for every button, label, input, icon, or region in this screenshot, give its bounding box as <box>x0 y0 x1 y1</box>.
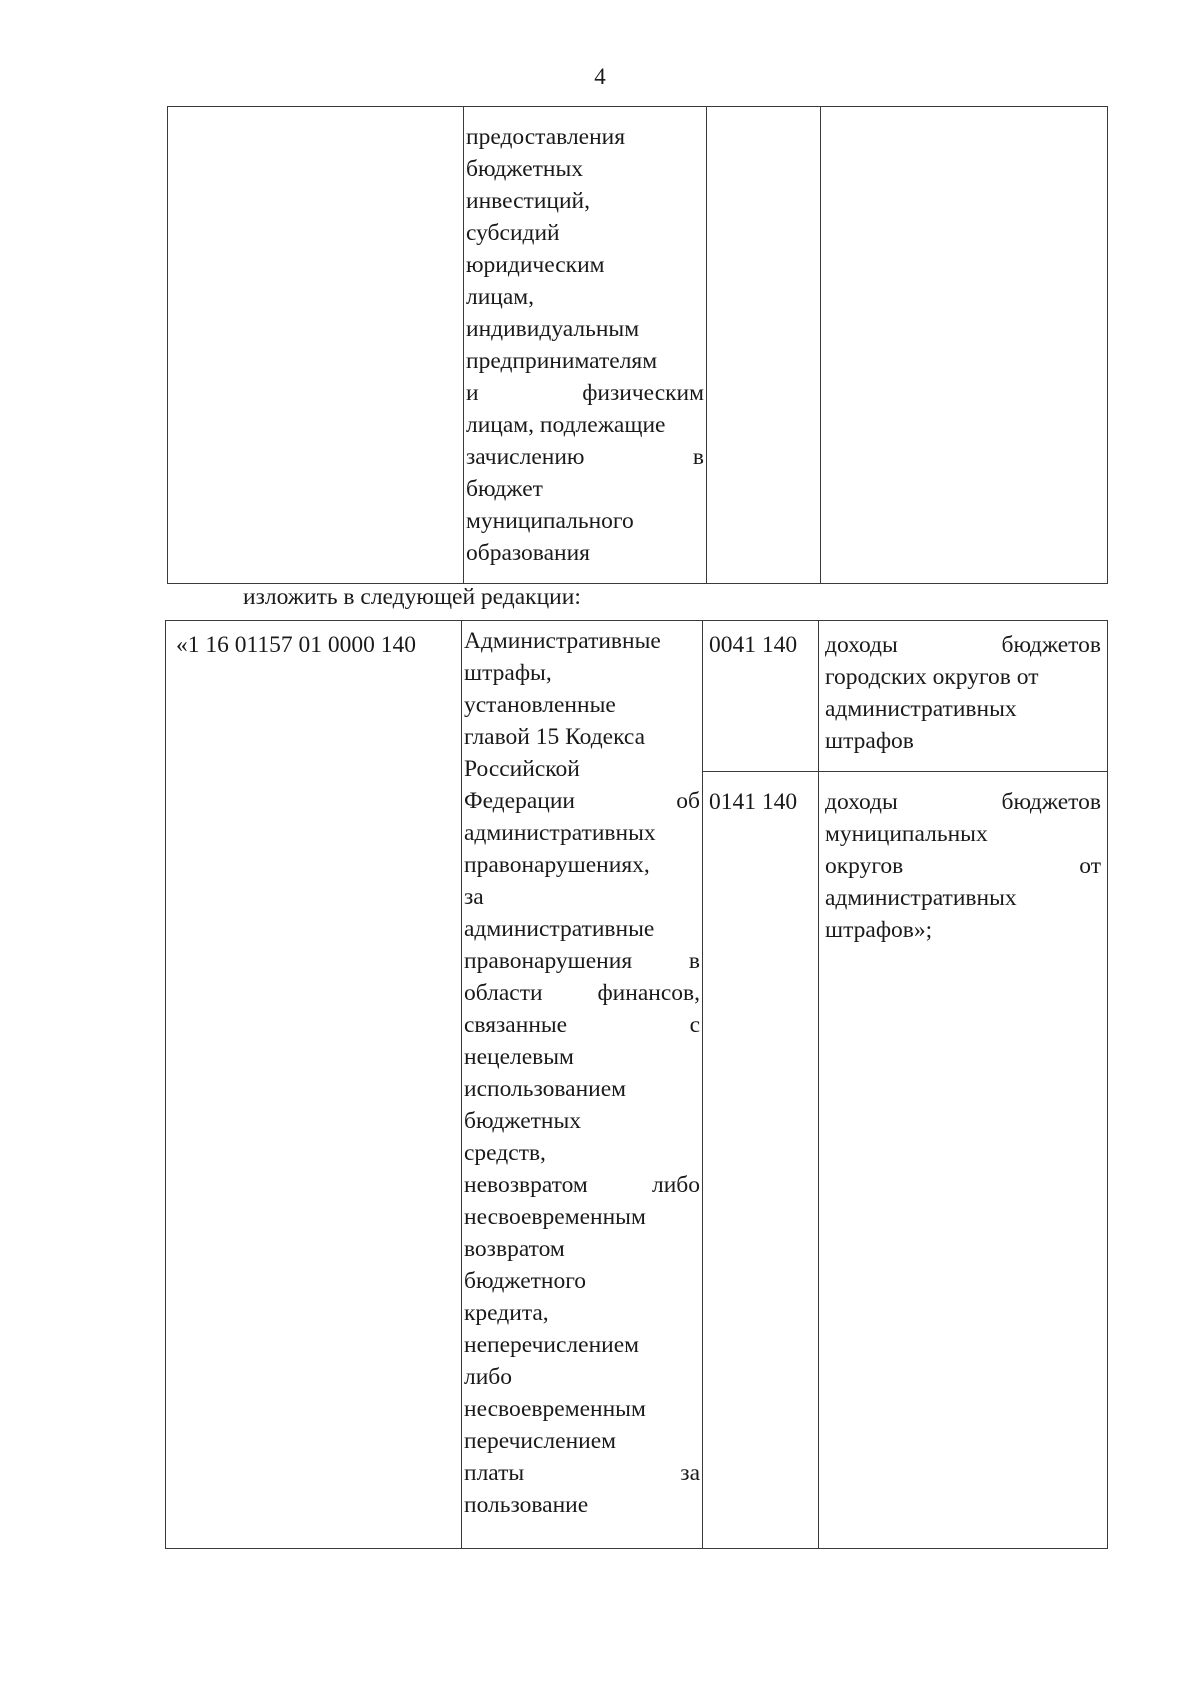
text-line: бюджетного <box>464 1268 587 1294</box>
subcode-cell <box>707 107 821 584</box>
word: бюджетов <box>1001 632 1101 658</box>
text-line: муниципального <box>466 508 634 534</box>
income-cell <box>819 772 1108 1549</box>
income-cell <box>821 107 1108 584</box>
text-line: либо <box>464 1364 513 1390</box>
text-line: субсидий <box>466 220 560 246</box>
budget-code: «1 16 01157 01 0000 140 <box>176 632 417 658</box>
word: невозвратом <box>464 1172 588 1198</box>
text-line <box>464 785 700 817</box>
text-line <box>464 1457 700 1489</box>
text-line: бюджетных <box>464 1108 582 1134</box>
code-cell <box>168 107 464 584</box>
text-line: Административные <box>464 628 661 654</box>
text-line: возвратом <box>464 1236 565 1262</box>
subcode: 0041 140 <box>709 632 798 658</box>
text-line <box>464 1009 700 1041</box>
text-line: за <box>464 884 484 910</box>
text-line <box>464 977 700 1009</box>
word: области <box>464 980 543 1006</box>
text-line <box>466 441 704 473</box>
text-line: нецелевым <box>464 1044 574 1070</box>
text-line <box>825 786 1101 818</box>
description-text <box>462 621 702 1521</box>
text-line: административных <box>825 885 1017 911</box>
text-line: муниципальных <box>825 821 988 847</box>
word: зачислению <box>466 444 585 470</box>
text-line <box>825 629 1101 661</box>
word: финансов, <box>597 980 700 1006</box>
word: платы <box>464 1460 525 1486</box>
text-line: правонарушениях, <box>464 852 650 878</box>
text-line: образования <box>466 540 590 566</box>
text-line <box>466 377 704 409</box>
code-cell <box>166 621 462 1549</box>
text-line: бюджетных <box>466 156 584 182</box>
subcode-cell <box>703 772 819 1549</box>
text-line: городских округов от <box>825 664 1039 690</box>
instruction-text: изложить в следующей редакции: <box>243 584 581 610</box>
subcode-cell <box>703 621 819 772</box>
description-text <box>464 107 706 569</box>
word: Федерации <box>464 788 575 814</box>
text-line: предоставления <box>466 124 626 150</box>
text-line: установленные <box>464 692 616 718</box>
word: об <box>676 788 700 814</box>
text-line: предпринимателям <box>466 348 658 374</box>
text-line: инвестиций, <box>466 188 591 214</box>
word: округов <box>825 853 904 879</box>
word: от <box>1079 853 1101 879</box>
description-cell <box>464 107 707 584</box>
text-line: штрафов <box>825 728 914 754</box>
text-line <box>464 945 700 977</box>
word: в <box>692 444 704 470</box>
word: физическим <box>582 380 704 406</box>
text-line: бюджет <box>466 476 543 502</box>
page-number: 4 <box>594 64 606 89</box>
income-cell <box>819 621 1108 772</box>
text-line: индивидуальным <box>466 316 640 342</box>
text-line: кредита, <box>464 1300 549 1326</box>
table-row <box>168 107 1108 584</box>
text-line <box>825 850 1101 882</box>
text-line: лицам, <box>466 284 535 310</box>
word: правонарушения <box>464 948 633 974</box>
text-line: Российской <box>464 756 580 782</box>
text-line: пользование <box>464 1492 589 1518</box>
table-row <box>166 621 1108 772</box>
text-line: главой 15 Кодекса <box>464 724 646 750</box>
text-line: штрафы, <box>464 660 552 686</box>
text-line: административных <box>825 696 1017 722</box>
text-line: использованием <box>464 1076 627 1102</box>
word: за <box>680 1460 700 1486</box>
word: связанные <box>464 1012 568 1038</box>
text-line: штрафов»; <box>825 917 933 943</box>
new-table <box>165 620 1108 1549</box>
text-line: несвоевременным <box>464 1204 646 1230</box>
word: бюджетов <box>1001 789 1101 815</box>
text-line: административные <box>464 916 655 942</box>
subcode: 0141 140 <box>709 789 798 815</box>
previous-table <box>167 106 1108 584</box>
word: с <box>689 1012 700 1038</box>
text-line: перечислением <box>464 1428 617 1454</box>
word: и <box>466 380 479 406</box>
word: в <box>688 948 700 974</box>
text-line: лицам, подлежащие <box>466 412 666 438</box>
word: доходы <box>825 789 898 815</box>
text-line: неперечислением <box>464 1332 640 1358</box>
word: либо <box>651 1172 700 1198</box>
text-line: административных <box>464 820 656 846</box>
income-text <box>819 772 1107 946</box>
text-line <box>464 1169 700 1201</box>
income-text <box>819 621 1107 757</box>
text-line: юридическим <box>466 252 605 278</box>
text-line: несвоевременным <box>464 1396 646 1422</box>
text-line: средств, <box>464 1140 546 1166</box>
description-cell <box>462 621 703 1549</box>
word: доходы <box>825 632 898 658</box>
